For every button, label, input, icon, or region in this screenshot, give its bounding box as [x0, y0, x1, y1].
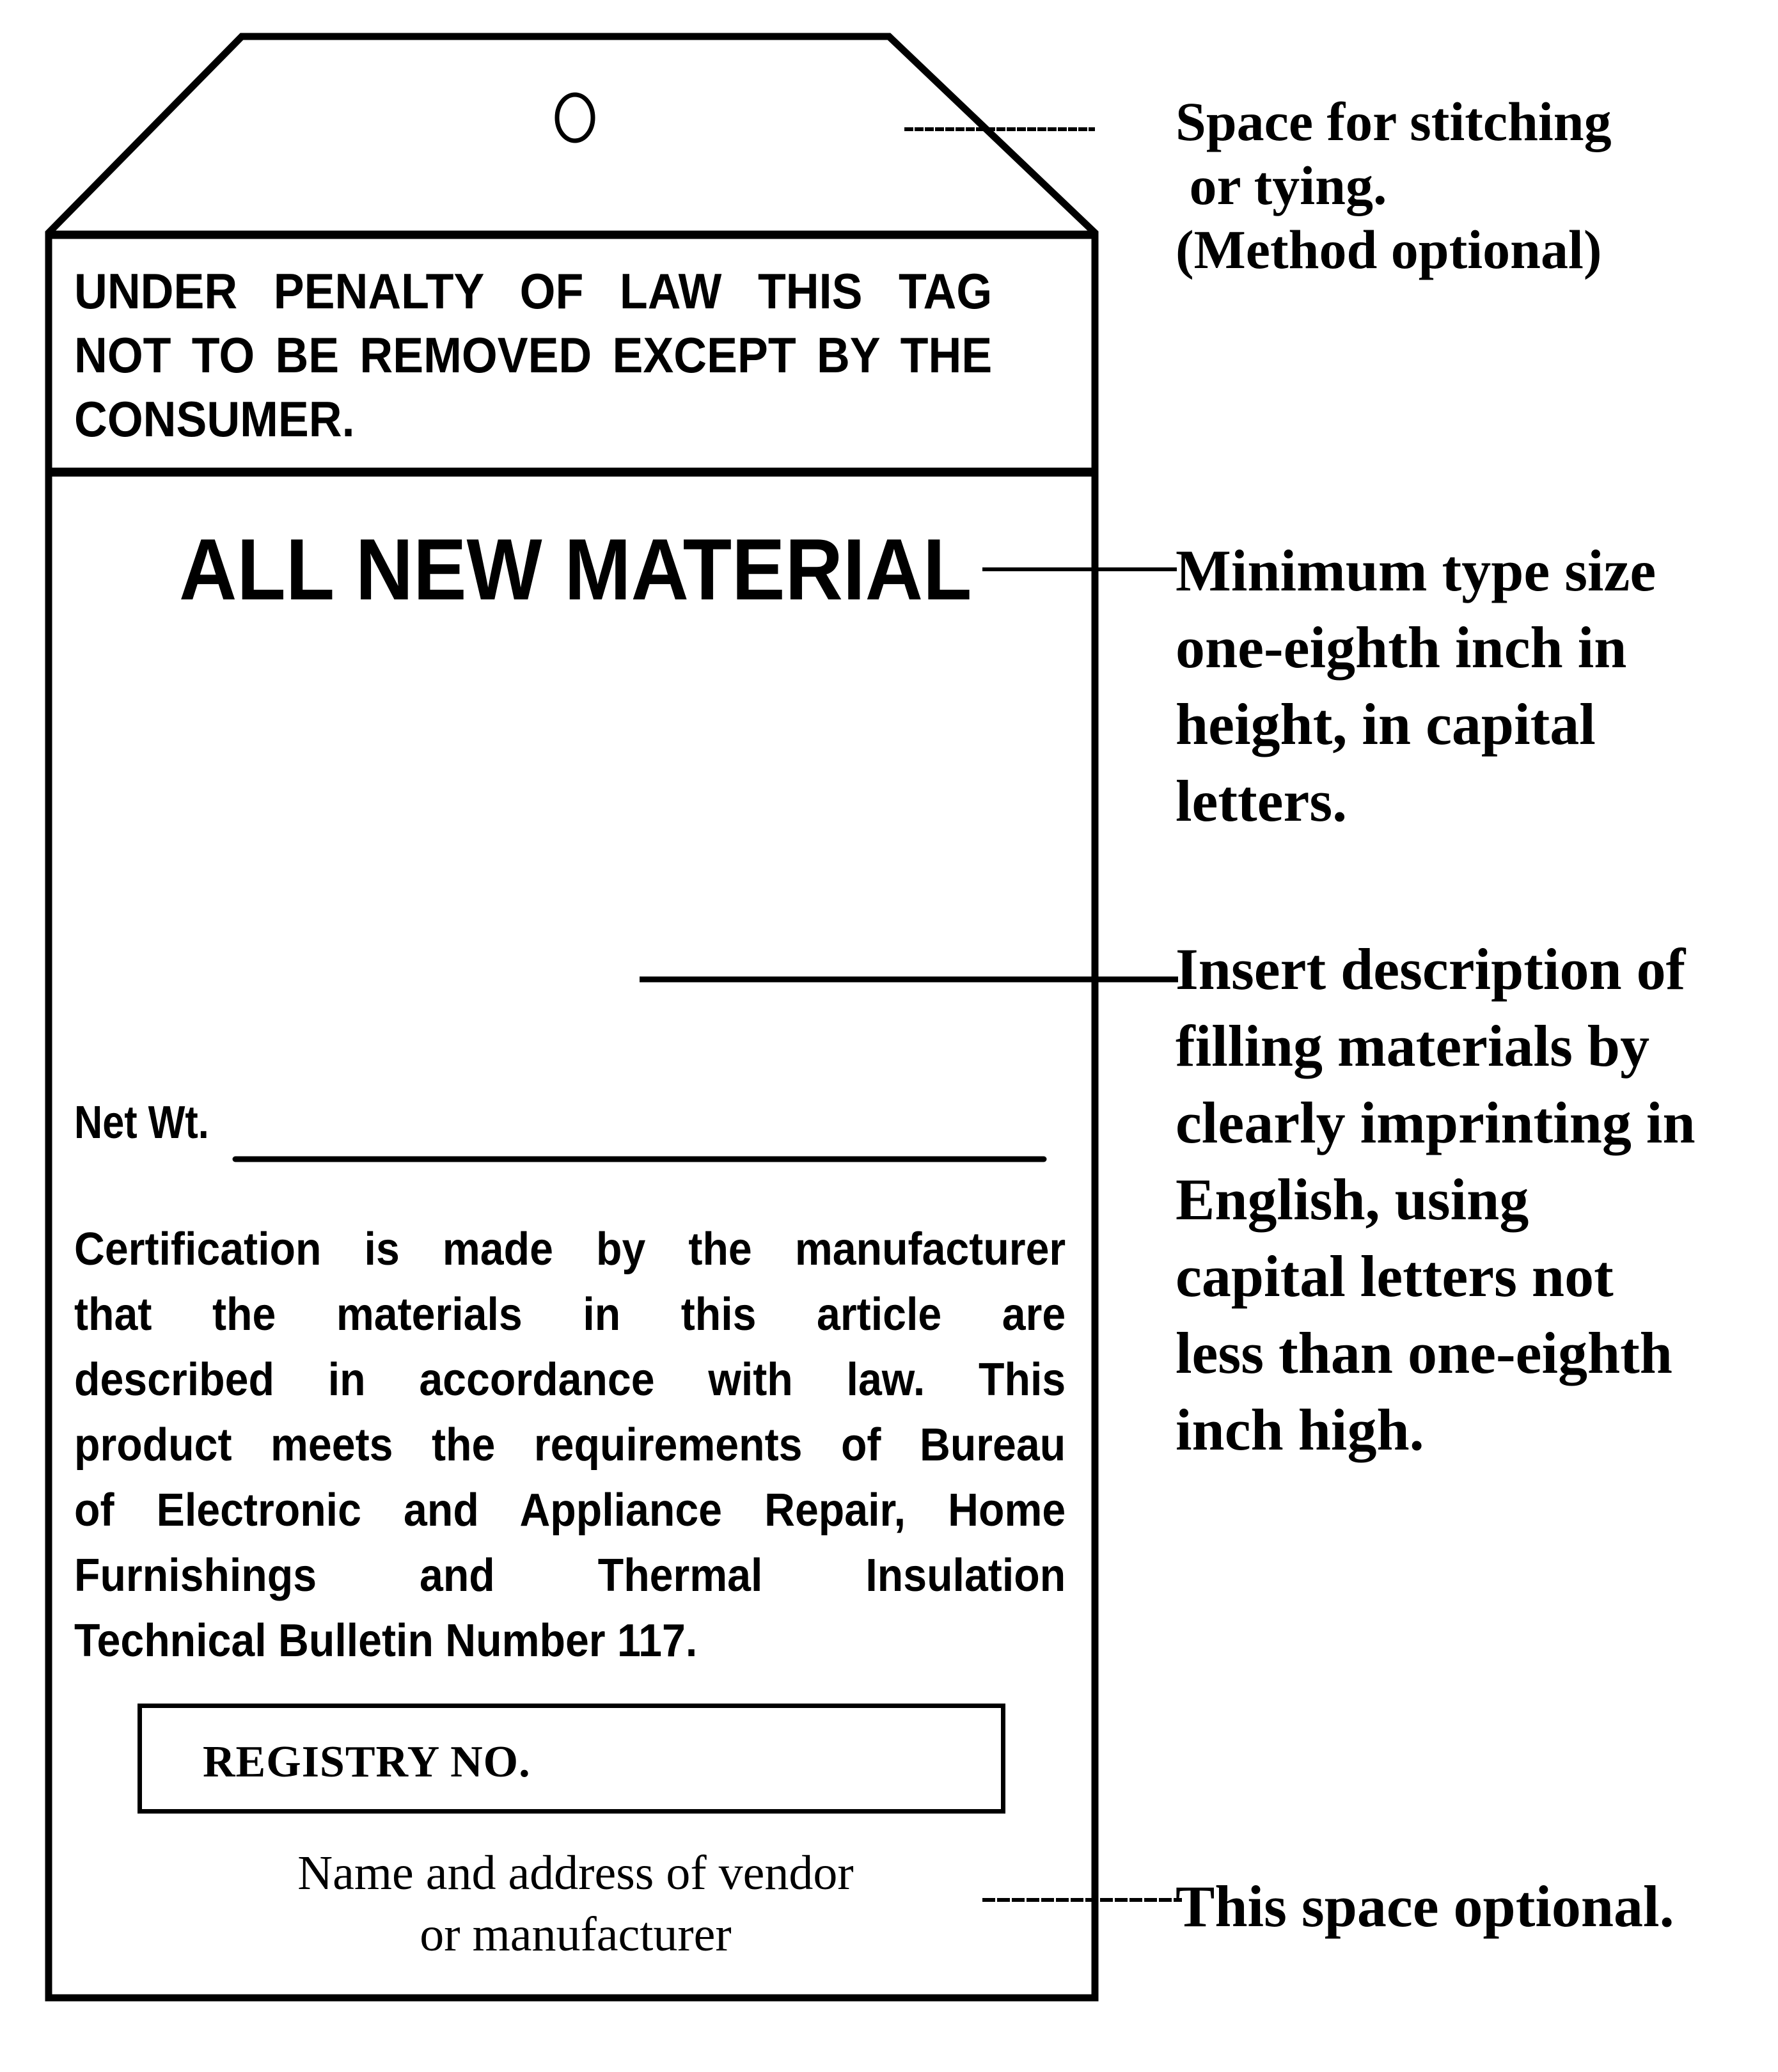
- annotation-line: or tying.: [1176, 155, 1387, 216]
- annotation-line: capital letters not: [1176, 1244, 1614, 1309]
- annotation-stitching: [1176, 90, 1612, 281]
- annotation-insert-description: [1176, 931, 1695, 1468]
- certification-line: described in accordance with law. This: [74, 1354, 1066, 1405]
- certification-line: that the materials in this article are: [74, 1289, 1066, 1340]
- annotation-line: English, using: [1176, 1167, 1529, 1232]
- annotation-line: (Method optional): [1176, 219, 1602, 280]
- certification-line: product meets the requirements of Bureau: [74, 1420, 1066, 1471]
- annotation-line: one-eighth inch in: [1176, 615, 1627, 680]
- annotation-line: less than one-eighth: [1176, 1320, 1672, 1386]
- annotation-line: inch high.: [1176, 1397, 1424, 1462]
- annotation-line: Insert description of: [1176, 937, 1686, 1002]
- annotation-type-size: [1176, 532, 1656, 839]
- annotation-line: letters.: [1176, 768, 1348, 834]
- certification-paragraph: [74, 1217, 1066, 1673]
- annotation-line: clearly imprinting in: [1176, 1090, 1695, 1155]
- registry-number-box: [138, 1704, 1005, 1814]
- certification-line: Certification is made by the manufacturer: [74, 1224, 1066, 1275]
- vendor-line: Name and address of vendor: [297, 1846, 854, 1900]
- certification-line: Technical Bulletin Number 117.: [74, 1615, 698, 1666]
- warning-line: CONSUMER.: [74, 391, 355, 447]
- registry-number-label: REGISTRY NO.: [203, 1737, 531, 1787]
- net-weight-label: Net Wt.: [74, 1097, 209, 1148]
- warning-line: UNDER PENALTY OF LAW THIS TAG: [74, 263, 993, 319]
- eyelet-hole-icon: [557, 95, 593, 141]
- certification-line: Furnishings and Thermal Insulation: [74, 1550, 1066, 1601]
- warning-text: [74, 259, 992, 451]
- certification-line: of Electronic and Appliance Repair, Home: [74, 1485, 1066, 1536]
- vendor-address-text: [217, 1842, 934, 1965]
- annotation-line: Space for stitching: [1176, 91, 1612, 152]
- vendor-line: or manufacturer: [420, 1908, 732, 1961]
- annotation-line: Minimum type size: [1176, 538, 1656, 603]
- annotation-line: filling materials by: [1176, 1013, 1650, 1079]
- headline-all-new-material: ALL NEW MATERIAL: [179, 521, 972, 618]
- warning-line: NOT TO BE REMOVED EXCEPT BY THE: [74, 327, 993, 383]
- annotation-optional-space: [1176, 1868, 1674, 1945]
- annotation-line: This space optional.: [1176, 1874, 1674, 1939]
- annotation-line: height, in capital: [1176, 692, 1596, 757]
